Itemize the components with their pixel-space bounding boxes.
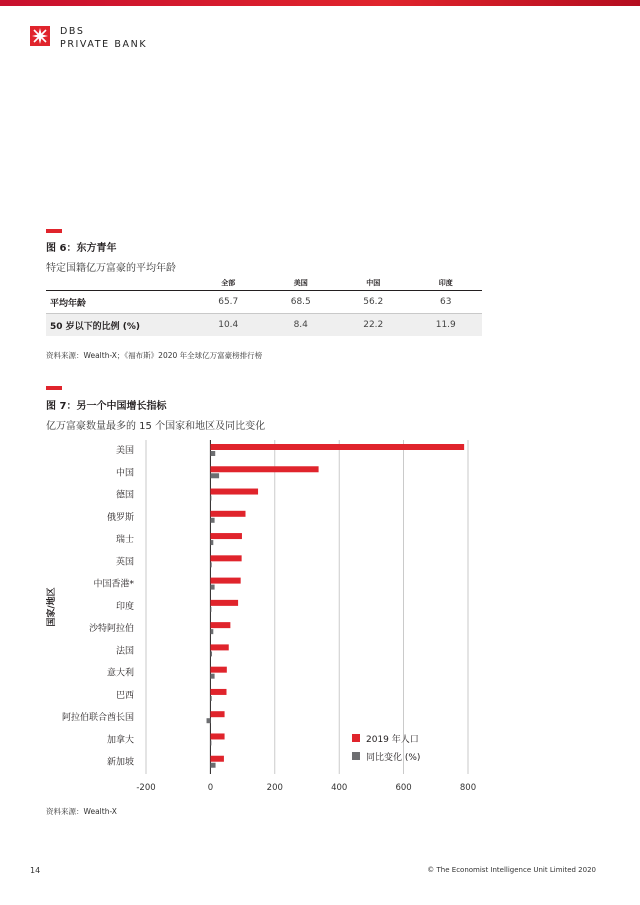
figure6-accent-bar — [46, 229, 62, 233]
bar-yoy-change — [210, 763, 215, 768]
figure6-table — [46, 276, 482, 336]
table-corner — [46, 276, 192, 291]
bar-yoy-change — [210, 651, 212, 656]
category-label: 巴西 — [115, 690, 134, 701]
figure7-subtitle: 亿万富豪数量最多的 15 个国家和地区及同比变化 — [46, 421, 266, 432]
category-label: 瑞士 — [115, 535, 134, 546]
figure7-source: 资料来源：Wealth-X — [46, 807, 117, 816]
column-header: 中国 — [366, 279, 381, 287]
x-tick-label: -200 — [136, 783, 156, 793]
figure7-title: 图 7：另一个中国增长指标 — [46, 401, 167, 412]
column-header: 美国 — [293, 279, 308, 287]
figure7-accent-bar — [46, 386, 62, 390]
bar-population — [210, 622, 230, 628]
bar-yoy-change — [210, 540, 213, 545]
category-label: 加拿大 — [106, 735, 134, 746]
legend-label: 2019 年人口 — [366, 735, 419, 745]
x-tick-label: 600 — [395, 783, 412, 793]
bar-population — [210, 555, 241, 561]
x-tick-label: 800 — [459, 783, 477, 793]
row-label: 平均年龄 — [50, 298, 87, 309]
column-header: 全部 — [221, 279, 236, 287]
bar-population — [210, 578, 240, 584]
table-cell: 22.2 — [363, 320, 384, 330]
bar-population — [210, 533, 242, 539]
bar-yoy-change — [210, 607, 211, 612]
bar-population — [210, 711, 224, 717]
x-tick-label: 400 — [331, 783, 348, 793]
category-label: 德国 — [115, 490, 134, 501]
table-header-row — [46, 276, 482, 291]
table-cell: 63 — [440, 297, 452, 307]
row-label: 50 岁以下的比例 (%) — [50, 321, 141, 332]
brand-line-2: PRIVATE BANK — [60, 39, 148, 50]
dbs-logo-icon — [28, 24, 52, 48]
table-row — [46, 291, 482, 314]
category-label: 印度 — [115, 601, 134, 612]
category-label: 中国 — [115, 468, 134, 479]
category-label: 美国 — [115, 446, 134, 456]
bar-population — [210, 444, 464, 450]
bar-population — [210, 689, 226, 695]
table-cell: 10.4 — [218, 320, 239, 330]
legend-label: 同比变化 (%) — [366, 753, 421, 763]
page-number: 14 — [30, 866, 41, 875]
category-label: 意大利 — [106, 668, 134, 679]
bar-yoy-change — [210, 629, 213, 634]
brand-name — [60, 25, 147, 51]
legend-swatch — [352, 752, 360, 760]
category-label: 俄罗斯 — [106, 512, 134, 523]
bar-yoy-change — [210, 451, 215, 456]
figure7-bar-chart — [0, 430, 640, 800]
table-cell: 56.2 — [363, 297, 384, 307]
category-label: 中国香港* — [93, 579, 134, 590]
bar-population — [210, 489, 258, 495]
bar-yoy-change — [210, 585, 214, 590]
legend-swatch — [352, 734, 360, 742]
bar-population — [210, 644, 228, 650]
top-red-bar — [0, 0, 640, 6]
bar-population — [210, 466, 318, 472]
figure6-subtitle: 特定国籍亿万富豪的平均年龄 — [46, 263, 176, 274]
table-cell: 68.5 — [290, 297, 311, 307]
category-label: 法国 — [115, 646, 134, 657]
table-cell: 65.7 — [218, 297, 239, 307]
x-tick-label: 0 — [207, 783, 214, 793]
figure6-source: 资料来源：Wealth-X；《福布斯》2020 年全球亿万富豪榜排行榜 — [46, 351, 263, 360]
bar-population — [210, 756, 224, 762]
bar-yoy-change — [210, 696, 211, 701]
bar-yoy-change — [210, 562, 211, 567]
category-label: 新加坡 — [106, 757, 134, 768]
bar-yoy-change — [210, 518, 214, 523]
x-tick-label: 200 — [266, 783, 283, 793]
figure6-title: 图 6：东方青年 — [46, 243, 117, 254]
bar-population — [210, 667, 226, 673]
brand-line-1: DBS — [60, 26, 85, 37]
category-label: 沙特阿拉伯 — [88, 624, 134, 635]
y-axis-title: 国家/地区 — [47, 587, 57, 627]
bar-yoy-change — [210, 740, 211, 745]
table-cell: 11.9 — [435, 320, 456, 330]
bar-yoy-change — [210, 674, 214, 679]
category-label: 阿拉伯联合酋长国 — [61, 713, 134, 724]
table-cell: 8.4 — [293, 320, 308, 330]
bar-yoy-change — [210, 473, 219, 478]
bar-yoy-change — [207, 718, 211, 723]
copyright-notice: © The Economist Intelligence Unit Limited 2020 — [427, 866, 596, 874]
bar-population — [210, 511, 245, 517]
bar-population — [210, 733, 224, 739]
table-row — [46, 314, 482, 337]
bar-population — [210, 600, 238, 606]
column-header: 印度 — [438, 279, 453, 287]
bar-yoy-change — [210, 496, 211, 501]
category-label: 英国 — [115, 557, 134, 568]
